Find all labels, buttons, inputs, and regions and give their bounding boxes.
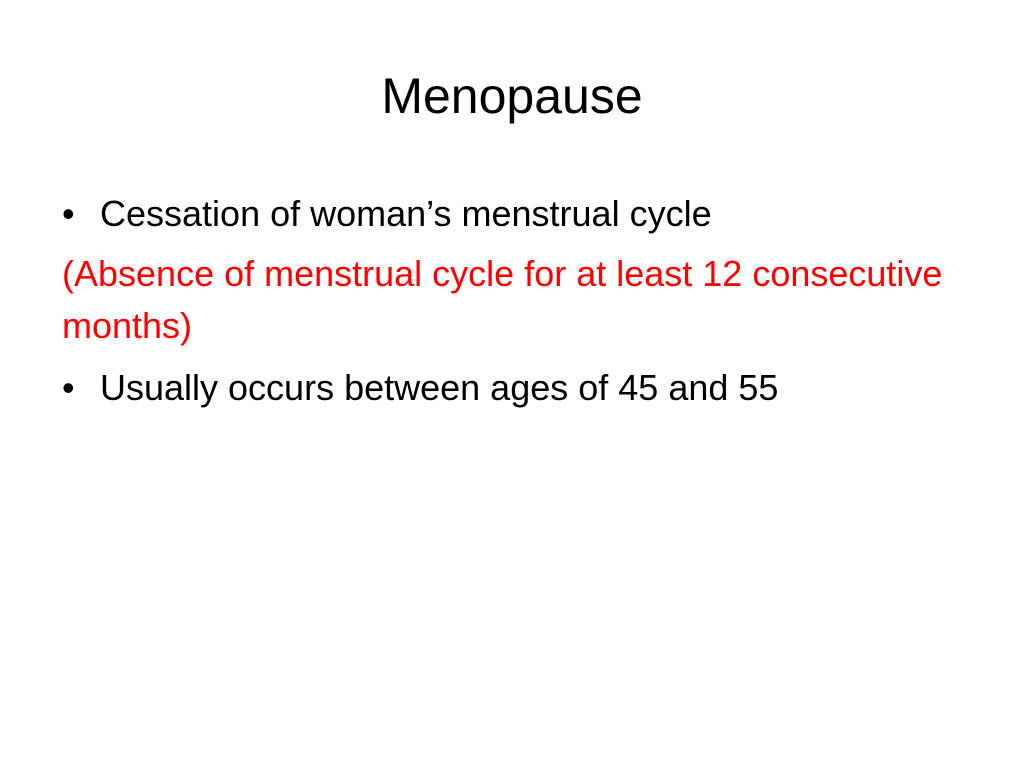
bullet-item <box>62 362 962 414</box>
bullet-item <box>62 188 962 240</box>
bullet-mark: • <box>62 367 75 408</box>
bullet-text: Cessation of woman’s menstrual cycle <box>100 193 712 234</box>
slide-body <box>62 188 962 422</box>
note-text: (Absence of menstrual cycle for at least 12 consecutive months) <box>62 253 943 346</box>
bullet-mark: • <box>62 193 75 234</box>
bullet-text: Usually occurs between ages of 45 and 55 <box>100 367 779 408</box>
slide-title: Menopause <box>381 68 643 124</box>
